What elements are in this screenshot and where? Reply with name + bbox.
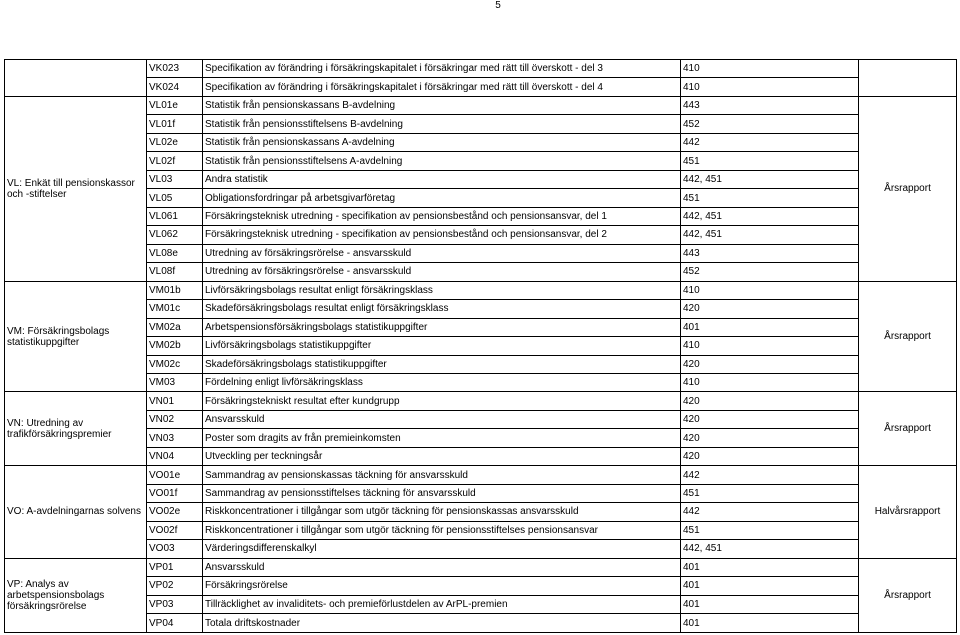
form-code: VK023 [147,60,203,78]
table-row [5,300,957,318]
form-number: 442, 451 [681,170,859,188]
form-description: Totala driftskostnader [203,614,681,633]
table-row [5,558,957,576]
table-row [5,466,957,484]
form-number: 442, 451 [681,207,859,225]
form-number: 442 [681,503,859,521]
form-number: 451 [681,521,859,539]
form-number: 452 [681,263,859,281]
form-number: 420 [681,355,859,373]
form-description: Ansvarsskuld [203,558,681,576]
form-number: 442 [681,466,859,484]
form-description: Statistik från pensionsstiftelsens A-avdelning [203,152,681,170]
table-row [5,540,957,558]
form-number: 420 [681,447,859,465]
table-row [5,337,957,355]
frequency-cell-empty [859,60,957,97]
form-description: Tillräcklighet av invaliditets- och premieförlustdelen av ArPL-premien [203,595,681,613]
form-code: VL08f [147,263,203,281]
form-description: Poster som dragits av från premieinkomsten [203,429,681,447]
form-description: Arbetspensionsförsäkringsbolags statistikuppgifter [203,318,681,336]
form-code: VK024 [147,78,203,96]
form-code: VO01e [147,466,203,484]
table-row [5,484,957,502]
table-row [5,78,957,96]
form-code: VO01f [147,484,203,502]
form-number: 451 [681,189,859,207]
form-code: VN02 [147,410,203,428]
form-description: Värderingsdifferenskalkyl [203,540,681,558]
table-row [5,373,957,391]
form-code: VO02f [147,521,203,539]
form-description: Obligationsfordringar på arbetsgivarföretag [203,189,681,207]
form-description: Specifikation av förändring i försäkringskapitalet i försäkringar med rätt till överskott - del 3 [203,60,681,78]
form-code: VM02c [147,355,203,373]
table-row [5,577,957,595]
form-code: VL01f [147,115,203,133]
form-code: VL062 [147,226,203,244]
form-description: Statistik från pensionsstiftelsens B-avdelning [203,115,681,133]
table-row [5,521,957,539]
form-code: VN03 [147,429,203,447]
form-number: 443 [681,244,859,262]
form-code: VO02e [147,503,203,521]
form-number: 420 [681,410,859,428]
table-row [5,115,957,133]
form-number: 410 [681,281,859,299]
table-row [5,429,957,447]
form-number: 410 [681,373,859,391]
table-row [5,226,957,244]
table-row [5,447,957,465]
group-label-vp: VP: Analys av arbetspensionsbolags försäkringsrörelse [5,558,147,632]
form-code: VM01b [147,281,203,299]
form-description: Statistik från pensionskassans A-avdelning [203,133,681,151]
table-row [5,595,957,613]
form-code: VL03 [147,170,203,188]
form-description: Sammandrag av pensionsstiftelses täckning för ansvarsskuld [203,484,681,502]
table-row [5,263,957,281]
form-description: Skadeförsäkringsbolags statistikuppgifter [203,355,681,373]
form-number: 420 [681,392,859,410]
form-description: Andra statistik [203,170,681,188]
form-number: 442 [681,133,859,151]
group-label-vl: VL: Enkät till pensionskassor och -stiftelser [5,96,147,281]
form-description: Utredning av försäkringsrörelse - ansvarsskuld [203,244,681,262]
form-code: VP02 [147,577,203,595]
form-code: VN01 [147,392,203,410]
table-row [5,392,957,410]
form-number: 410 [681,337,859,355]
form-code: VM01c [147,300,203,318]
form-number: 401 [681,558,859,576]
form-number: 443 [681,96,859,114]
form-number: 401 [681,614,859,633]
form-code: VM02a [147,318,203,336]
frequency-vl: Årsrapport [859,96,957,281]
form-number: 420 [681,429,859,447]
form-description: Utveckling per teckningsår [203,447,681,465]
form-code: VN04 [147,447,203,465]
form-code: VM03 [147,373,203,391]
group-label-vn: VN: Utredning av trafikförsäkringspremier [5,392,147,466]
table-row [5,503,957,521]
form-description: Specifikation av förändring i försäkringskapitalet i försäkringar med rätt till överskott - del 4 [203,78,681,96]
form-description: Försäkringsteknisk utredning - specifikation av pensionsbestånd och pensionsansvar, del 1 [203,207,681,225]
group-label-vo: VO: A-avdelningarnas solvens [5,466,147,558]
form-description: Riskkoncentrationer i tillgångar som utgör täckning för pensionskassas ansvarsskuld [203,503,681,521]
form-description: Sammandrag av pensionskassas täckning för ansvarsskuld [203,466,681,484]
form-code: VM02b [147,337,203,355]
form-description: Livförsäkringsbolags resultat enligt försäkringsklass [203,281,681,299]
form-code: VL02f [147,152,203,170]
table-row [5,281,957,299]
form-description: Försäkringsrörelse [203,577,681,595]
form-code: VO03 [147,540,203,558]
form-code: VL08e [147,244,203,262]
form-code: VP04 [147,614,203,633]
table-row [5,355,957,373]
table-row [5,244,957,262]
form-code: VL02e [147,133,203,151]
report-table [4,59,957,633]
form-description: Skadeförsäkringsbolags resultat enligt försäkringsklass [203,300,681,318]
frequency-vo: Halvårsrapport [859,466,957,558]
form-description: Riskkoncentrationer i tillgångar som utgör täckning för pensionsstiftelses pensionsansvar [203,521,681,539]
form-description: Statistik från pensionskassans B-avdelning [203,96,681,114]
form-description: Ansvarsskuld [203,410,681,428]
form-number: 410 [681,60,859,78]
group-cell-empty [5,60,147,97]
report-table-body [5,60,957,633]
group-label-vm: VM: Försäkringsbolags statistikuppgifter [5,281,147,392]
table-row [5,60,957,78]
frequency-vn: Årsrapport [859,392,957,466]
table-row [5,170,957,188]
form-code: VL05 [147,189,203,207]
frequency-vm: Årsrapport [859,281,957,392]
form-code: VL01e [147,96,203,114]
table-row [5,189,957,207]
form-code: VP01 [147,558,203,576]
form-description: Utredning av försäkringsrörelse - ansvarsskuld [203,263,681,281]
form-number: 442, 451 [681,226,859,244]
table-row [5,207,957,225]
form-number: 451 [681,152,859,170]
form-number: 420 [681,300,859,318]
form-number: 452 [681,115,859,133]
form-number: 401 [681,595,859,613]
form-number: 410 [681,78,859,96]
form-number: 401 [681,318,859,336]
form-description: Livförsäkringsbolags statistikuppgifter [203,337,681,355]
table-row [5,133,957,151]
form-number: 451 [681,484,859,502]
form-description: Försäkringsteknisk utredning - specifikation av pensionsbestånd och pensionsansvar, del 2 [203,226,681,244]
form-description: Försäkringstekniskt resultat efter kundgrupp [203,392,681,410]
page-number: 5 [495,0,501,11]
table-row [5,152,957,170]
form-number: 442, 451 [681,540,859,558]
form-code: VP03 [147,595,203,613]
table-row [5,96,957,114]
table-row [5,410,957,428]
form-code: VL061 [147,207,203,225]
form-description: Fördelning enligt livförsäkringsklass [203,373,681,391]
table-row [5,318,957,336]
frequency-vp: Årsrapport [859,558,957,632]
form-number: 401 [681,577,859,595]
table-row [5,614,957,633]
